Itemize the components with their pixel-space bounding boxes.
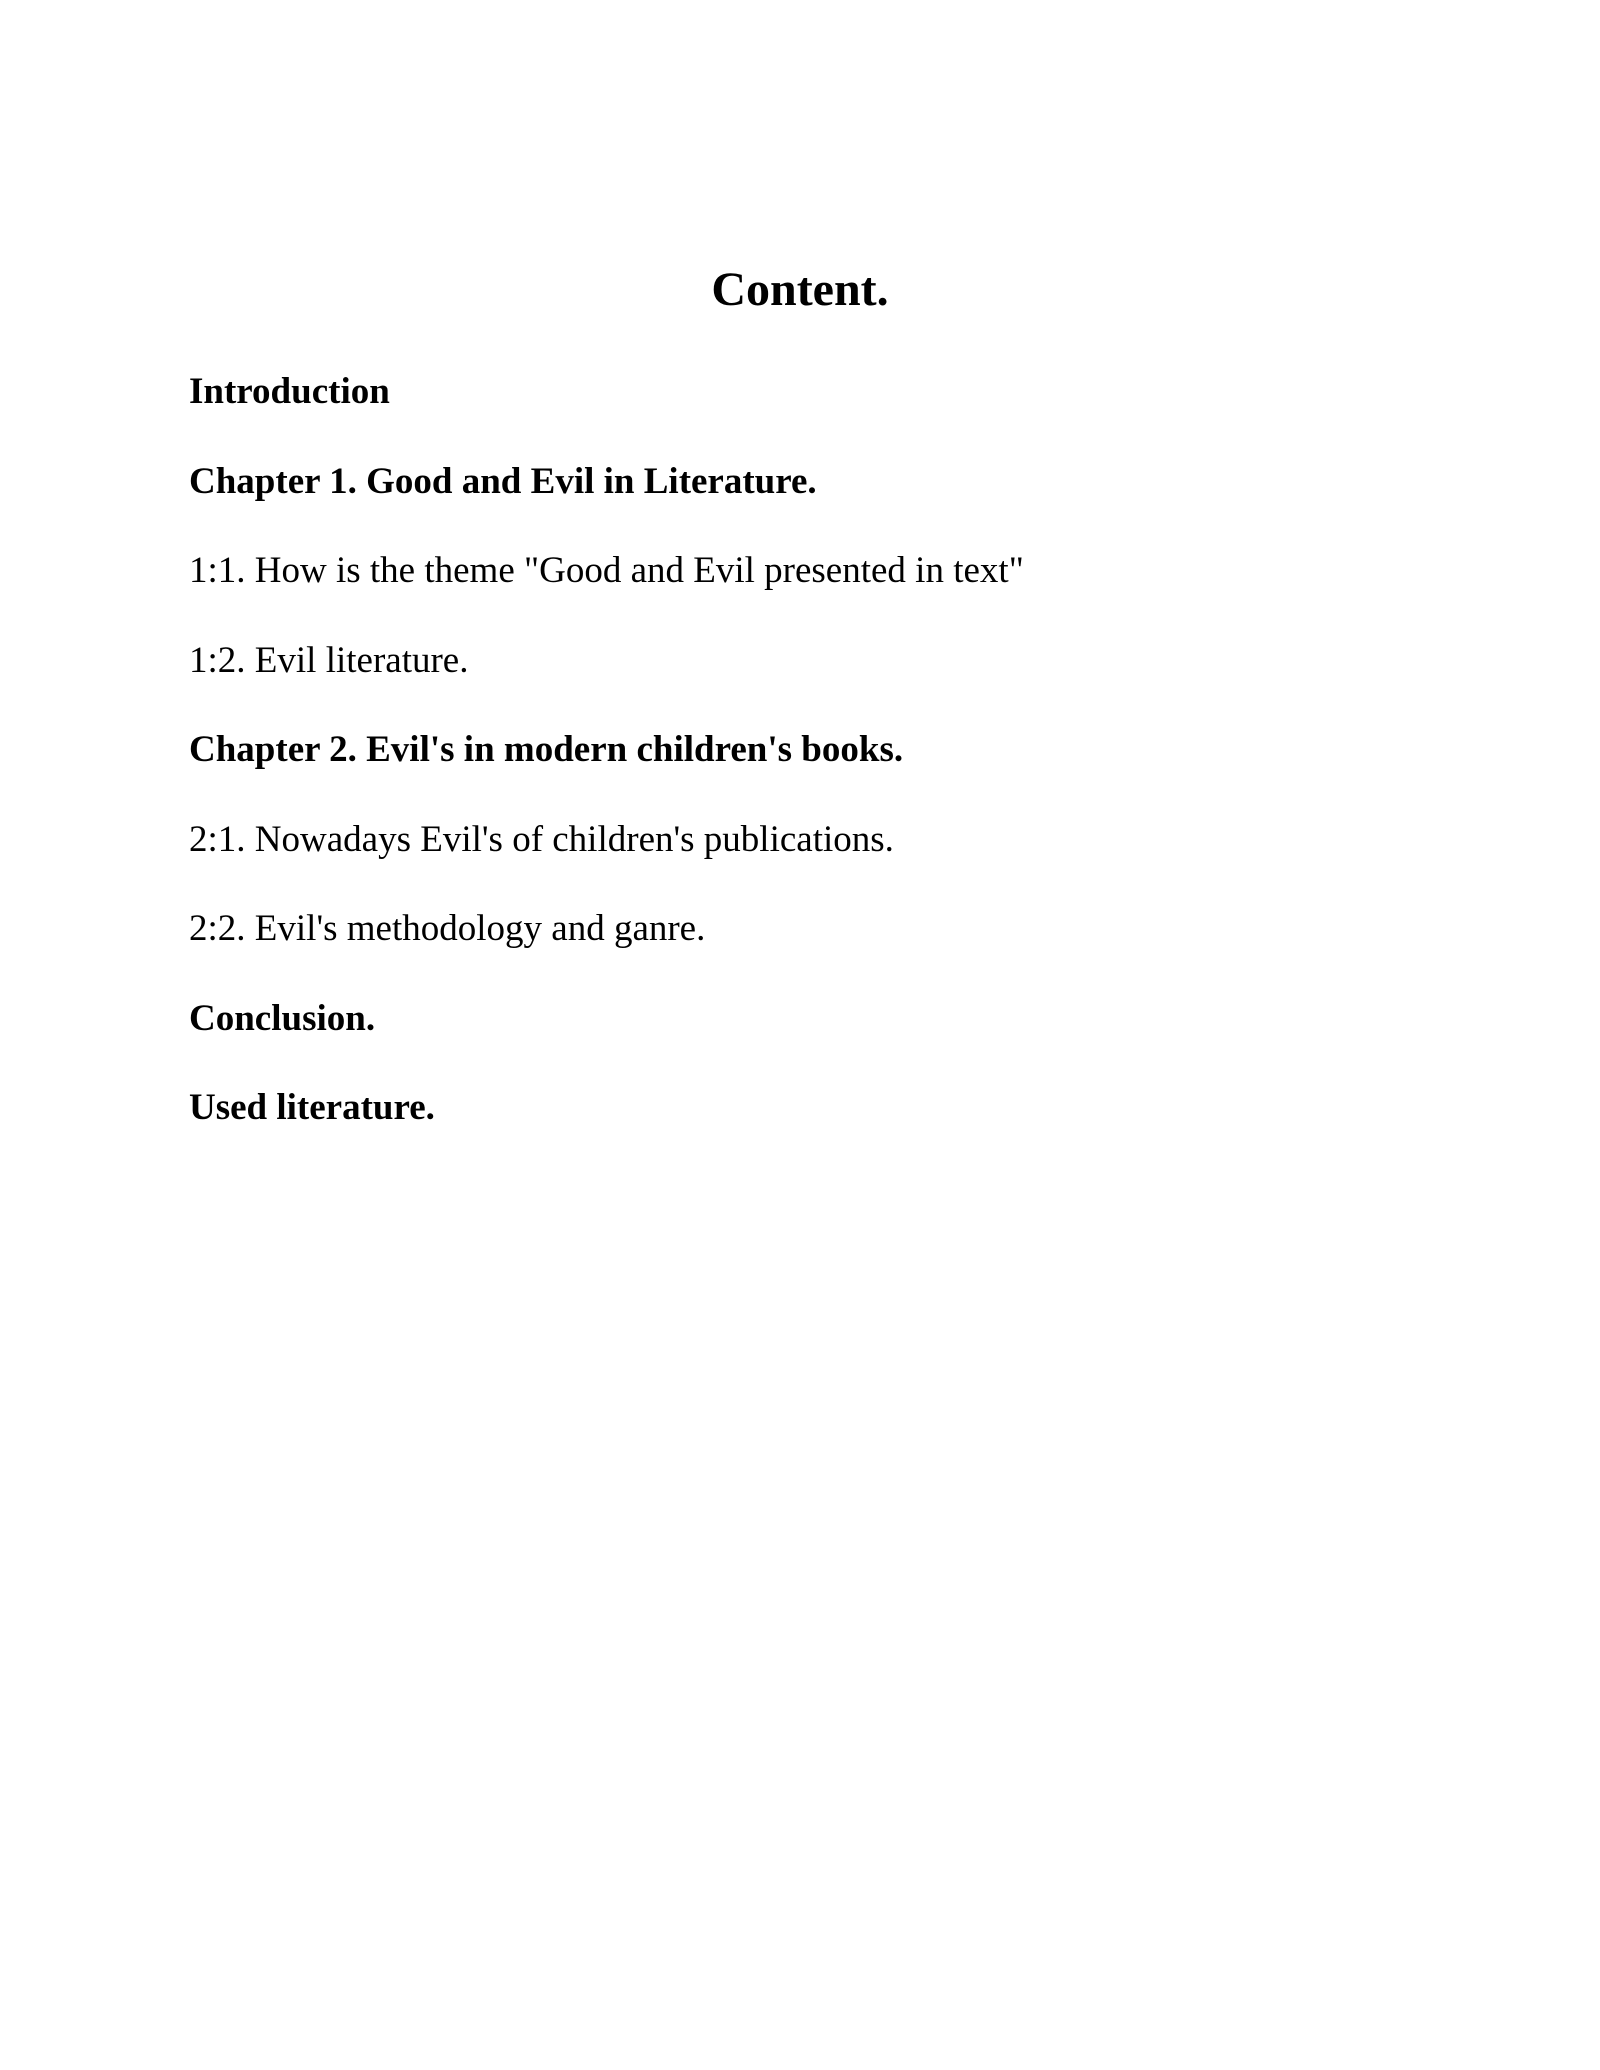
toc-entry-conclusion: Conclusion. <box>189 997 376 1039</box>
toc-entry-section-2-1: 2:1. Nowadays Evil's of children's publications. <box>189 818 894 860</box>
table-of-contents <box>189 364 1489 1170</box>
toc-entry-section-1-1: 1:1. How is the theme "Good and Evil presented in text" <box>189 550 1024 591</box>
page-title: Content. <box>711 263 889 316</box>
toc-entry-chapter-2: Chapter 2. Evil's in modern children's books. <box>189 729 904 770</box>
toc-entry-section-2-2: 2:2. Evil's methodology and ganre. <box>189 908 706 949</box>
toc-entry-used-literature: Used literature. <box>189 1087 435 1128</box>
toc-entry-introduction: Introduction <box>189 371 390 412</box>
toc-entry-section-1-2: 1:2. Evil literature. <box>189 639 469 681</box>
toc-entry-chapter-1: Chapter 1. Good and Evil in Literature. <box>189 460 817 502</box>
